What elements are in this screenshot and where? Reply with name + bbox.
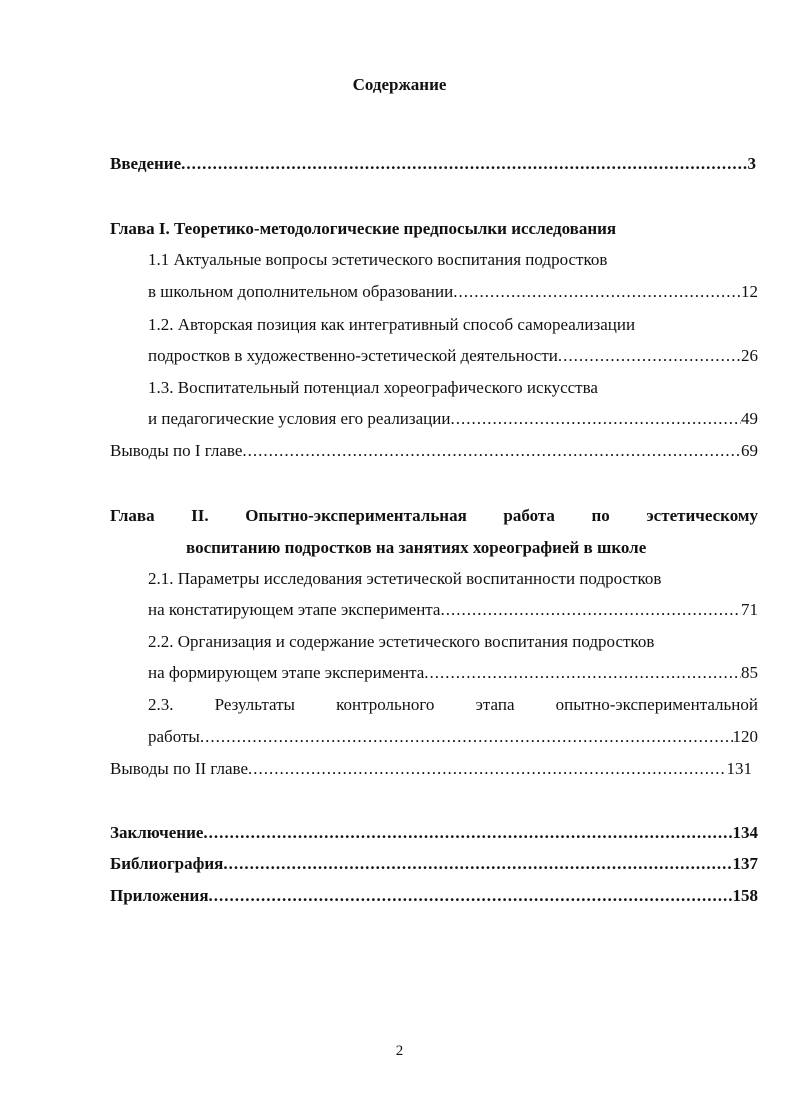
toc-page: 12 xyxy=(741,282,758,301)
toc-entry-bibliography xyxy=(110,853,758,875)
toc-page: 49 xyxy=(741,409,758,428)
title-word: Результаты xyxy=(214,695,295,714)
toc-entry-1-1 xyxy=(148,281,758,303)
heading-word: работа xyxy=(503,506,555,525)
toc-label: работы xyxy=(148,727,200,746)
heading-word: Глава xyxy=(110,506,155,525)
toc-entry-conclusion xyxy=(110,822,758,844)
toc-entry-2-3 xyxy=(148,726,758,748)
leader-dots xyxy=(242,440,741,462)
section-2-2-title: 2.2. Организация и содержание эстетического воспитания подростков xyxy=(148,632,655,651)
toc-entry-ch2-conclusions xyxy=(110,758,752,780)
toc-page: 26 xyxy=(741,346,758,365)
chapter2-heading-line2: воспитанию подростков на занятиях хореографией в школе xyxy=(186,538,647,557)
section-1-3-title: 1.3. Воспитательный потенциал хореографического искусства xyxy=(148,378,598,397)
chapter2-heading-line1 xyxy=(110,505,758,527)
heading-word: II. xyxy=(191,506,209,525)
heading-word: эстетическому xyxy=(646,506,758,525)
toc-label: Введение xyxy=(110,154,182,173)
toc-entry-2-1 xyxy=(148,599,758,621)
title-word: 2.3. xyxy=(148,695,174,714)
toc-page: 137 xyxy=(732,854,758,873)
toc-page: 134 xyxy=(732,823,758,842)
toc-entry-1-3 xyxy=(148,408,758,430)
toc-entry-intro xyxy=(110,153,756,175)
title-word: контрольного xyxy=(336,695,435,714)
toc-label: на констатирующем этапе эксперимента xyxy=(148,600,441,619)
toc-label: Заключение xyxy=(110,823,204,842)
chapter1-heading: Глава I. Теоретико-методологические предпосылки исследования xyxy=(110,219,617,238)
toc-entry-2-2 xyxy=(148,662,758,684)
leader-dots xyxy=(248,758,726,780)
toc-page: 71 xyxy=(741,600,758,619)
leader-dots xyxy=(223,853,732,875)
section-1-2-title: 1.2. Авторская позиция как интегративный способ самореализации xyxy=(148,315,636,334)
leader-dots xyxy=(453,281,741,303)
toc-entry-ch1-conclusions xyxy=(110,440,758,462)
leader-dots xyxy=(450,408,741,430)
toc-label: в школьном дополнительном образовании xyxy=(148,282,454,301)
toc-label: Приложения xyxy=(110,886,209,905)
toc-page: 158 xyxy=(732,886,758,905)
leader-dots xyxy=(209,885,733,907)
toc-page: 69 xyxy=(741,441,758,460)
leader-dots xyxy=(200,726,733,748)
page-number: 2 xyxy=(395,1043,404,1059)
page-title: Содержание xyxy=(352,75,447,94)
toc-label: Выводы по II главе xyxy=(110,759,249,778)
title-word: этапа xyxy=(475,695,515,714)
toc-label: и педагогические условия его реализации xyxy=(148,409,451,428)
heading-word: по xyxy=(591,506,610,525)
toc-label: на формирующем этапе эксперимента xyxy=(148,663,425,682)
leader-dots xyxy=(558,345,741,367)
leader-dots xyxy=(181,153,747,175)
toc-page: 120 xyxy=(732,727,758,746)
toc-label: подростков в художественно-эстетической деятельности xyxy=(148,346,558,365)
leader-dots xyxy=(440,599,741,621)
toc-page: 85 xyxy=(741,663,758,682)
toc-entry-1-2 xyxy=(148,345,758,367)
heading-word: Опытно-экспериментальная xyxy=(245,506,467,525)
toc-label: Библиография xyxy=(110,854,224,873)
title-word: опытно-экспериментальной xyxy=(555,695,758,714)
toc-label: Выводы по I главе xyxy=(110,441,243,460)
section-2-1-title: 2.1. Параметры исследования эстетической воспитанности подростков xyxy=(148,569,662,588)
toc-entry-appendices xyxy=(110,885,758,907)
toc-page: 131 xyxy=(726,759,752,778)
section-2-3-title xyxy=(148,694,758,716)
section-1-1-title: 1.1 Актуальные вопросы эстетического воспитания подростков xyxy=(148,250,608,269)
leader-dots xyxy=(203,822,732,844)
leader-dots xyxy=(424,662,741,684)
toc-page: 3 xyxy=(747,154,756,173)
